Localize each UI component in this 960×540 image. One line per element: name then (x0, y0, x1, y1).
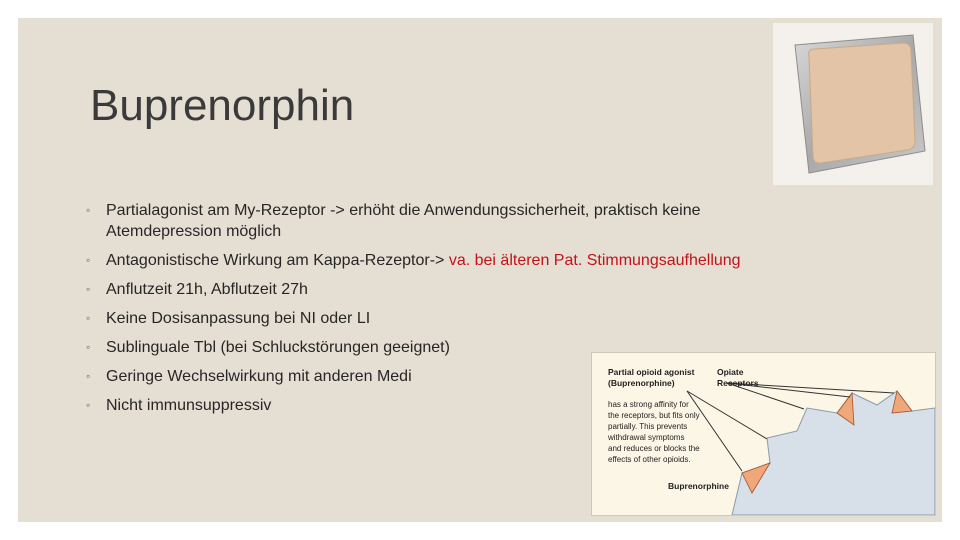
bullet-text: Antagonistische Wirkung am Kappa-Rezeptor-> (106, 252, 449, 269)
bullet-text: Keine Dosisanpassung bei NI oder LI (106, 310, 371, 327)
bullet-marker: ◦ (86, 340, 91, 354)
buprenorphine-label: Buprenorphine (668, 481, 729, 491)
diagram-description-line: withdrawal symptoms (608, 433, 685, 442)
diagram-description-line: effects of other opioids. (608, 455, 691, 464)
bullet-highlight-text: va. bei älteren Pat. Stimmungsaufhellung (448, 252, 741, 269)
partial-agonist-sublabel: (Buprenorphine) (608, 378, 675, 388)
bullet-text: Nicht immunsuppressiv (106, 397, 272, 414)
opiate-sublabel: Receptors (717, 378, 759, 388)
opiate-label: Opiate (717, 367, 744, 377)
bullet-text: Anflutzeit 21h, Abflutzeit 27h (106, 281, 308, 298)
diagram-description-line: and reduces or blocks the (608, 444, 700, 453)
diagram-description-line: the receptors, but fits only (608, 411, 700, 420)
bullet-text: Partialagonist am My-Rezeptor -> erhöht die Anwendungssicherheit, praktisch keine Atemdepression möglich (106, 202, 701, 240)
bullet-marker: ◦ (86, 203, 91, 217)
slide-title: Buprenorphin (90, 81, 355, 130)
bullet-item (86, 308, 786, 329)
bullet-marker: ◦ (86, 253, 91, 267)
bullet-text: Sublinguale Tbl (bei Schluckstörungen geeignet) (106, 339, 450, 356)
bullet-item (86, 250, 786, 271)
bullet-marker: ◦ (86, 369, 91, 383)
bullet-marker: ◦ (86, 398, 91, 412)
diagram-description-line: has a strong affinity for (608, 400, 689, 409)
bullet-item (86, 200, 786, 242)
bullet-text: Geringe Wechselwirkung mit anderen Medi (106, 368, 412, 385)
bullet-marker: ◦ (86, 282, 91, 296)
receptor-diagram (591, 352, 936, 516)
bullet-marker: ◦ (86, 311, 91, 325)
slide (18, 18, 942, 522)
partial-agonist-label: Partial opioid agonist (608, 367, 695, 377)
patch-image (773, 23, 933, 185)
patch-graphic (773, 23, 933, 185)
patch-pad (809, 43, 915, 163)
pointer-line (687, 391, 742, 471)
bullet-item (86, 279, 786, 300)
diagram-description-line: partially. This prevents (608, 422, 688, 431)
